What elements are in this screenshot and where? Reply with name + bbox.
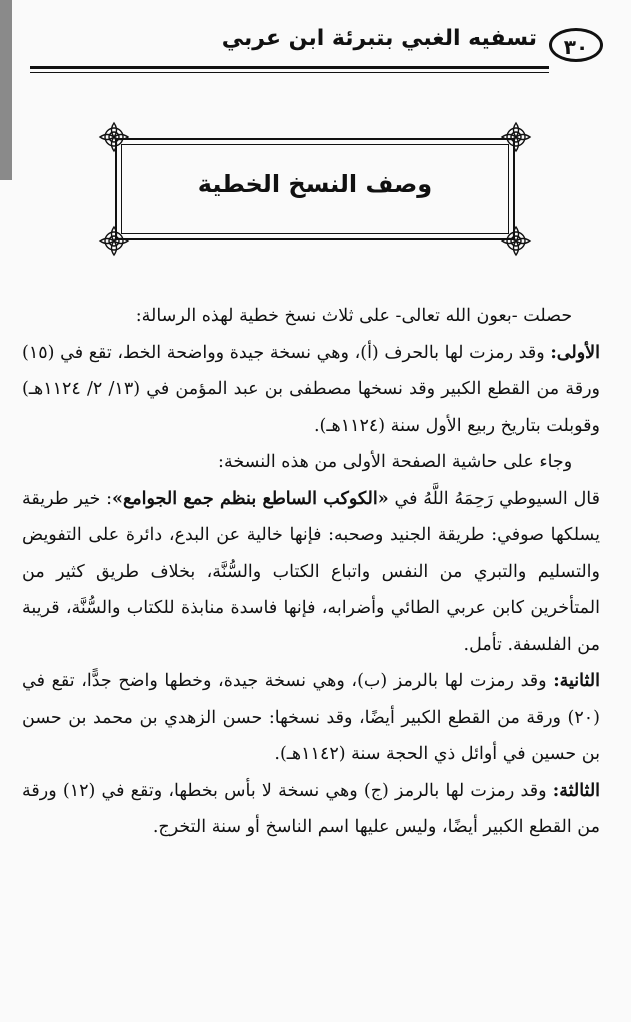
section-title: وصف النسخ الخطية xyxy=(197,170,433,198)
third-manuscript-text: وقد رمزت لها بالرمز (ج) وهي نسخة لا بأس بخطها، وتقع في (١٢) ورقة من القطع الكبير أيضًا، وليس عليها اسم الناسخ أو سنة التخرج. xyxy=(22,780,600,837)
page-edge-shadow xyxy=(0,0,12,180)
second-manuscript-paragraph xyxy=(22,663,600,773)
second-manuscript-label: الثانية: xyxy=(553,671,600,691)
flower-ornament-icon xyxy=(97,120,131,154)
quote-text: : خير طريقة يسلكها صوفي: طريقة الجنيد وصحبه: فإنها خالية عن البدع، دائرة على التفويض والتسليم والتبري من النفس واتباع الكتاب والسُّنَّة، بخلاف طريق كثير من المتأخرين كابن عربي الطائي وأضرابه، فإنها فاسدة منابذة للكتاب والسُّنَّة، قريبة من الفلسفة. تأمل. xyxy=(22,488,600,655)
margin-note-paragraph xyxy=(22,444,600,481)
flower-ornament-icon xyxy=(97,224,131,258)
third-manuscript-label: الثالثة: xyxy=(552,780,601,801)
quote-intro: قال السيوطي رَحِمَهُ اللَّهُ في xyxy=(388,488,600,509)
header-rule xyxy=(30,66,549,73)
running-title: تسفيه الغبي بتبرئة ابن عربي xyxy=(221,26,537,51)
quote-paragraph xyxy=(22,481,600,664)
body-text xyxy=(22,298,600,846)
first-manuscript-text: وقد رمزت لها بالحرف (أ)، وهي نسخة جيدة وواضحة الخط، تقع في (١٥) ورقة من القطع الكبير وقد نسخها مصطفى بن عبد المؤمن في (١٣/ ٢/ ١١٢٤هـ) وقوبلت بتاريخ ربيع الأول سنة (١١٢٤هـ). xyxy=(22,342,601,436)
section-title-frame xyxy=(95,118,535,260)
third-manuscript-paragraph xyxy=(22,773,600,846)
second-manuscript-text: وقد رمزت لها بالرمز (ب)، وهي نسخة جيدة، وخطها واضح جدًّا، تقع في (٢٠) ورقة من القطع الكبير أيضًا، وقد نسخها: حسن الزهدي بن محمد بن حسن بن حسين في أوائل ذي الحجة سنة (١١٤٢هـ). xyxy=(22,671,600,764)
flower-ornament-icon xyxy=(499,224,533,258)
flower-ornament-icon xyxy=(499,120,533,154)
intro-paragraph xyxy=(22,298,600,335)
page-number: ٣٠ xyxy=(549,28,603,62)
page-header xyxy=(30,22,605,78)
intro-text: حصلت -بعون الله تعالى- على ثلاث نسخ خطية لهذه الرسالة: xyxy=(135,306,573,326)
first-manuscript-paragraph xyxy=(22,335,600,445)
quoted-book-title: «الكوكب الساطع بنظم جمع الجوامع» xyxy=(112,488,389,509)
first-manuscript-label: الأولى: xyxy=(550,342,600,363)
margin-note-text: وجاء على حاشية الصفحة الأولى من هذه النسخة: xyxy=(218,452,573,472)
